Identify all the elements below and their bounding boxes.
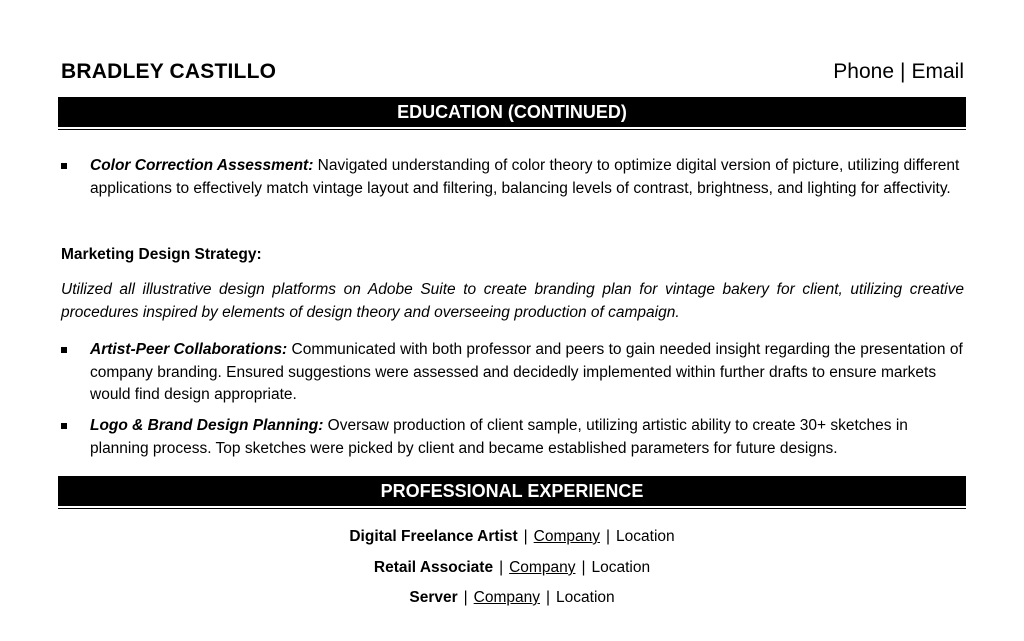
experience-heading-rule <box>58 508 966 509</box>
candidate-name: BRADLEY CASTILLO <box>61 60 277 83</box>
experience-heading: PROFESSIONAL EXPERIENCE <box>58 476 966 506</box>
square-bullet-icon <box>61 423 67 429</box>
job-title: Retail Associate <box>373 559 494 576</box>
square-bullet-icon <box>61 163 67 169</box>
job-company: Company <box>473 589 540 606</box>
list-item <box>61 155 964 200</box>
job-separator: | <box>499 559 504 576</box>
job-separator: | <box>463 589 468 606</box>
job-location: Location <box>556 589 615 606</box>
education-heading-rule <box>58 129 966 130</box>
contact-separator: | <box>900 60 906 83</box>
bullet-lead: Color Correction Assessment: <box>90 157 314 174</box>
job-title: Digital Freelance Artist <box>349 528 518 545</box>
phone-label: Phone <box>833 60 895 83</box>
job-entry <box>0 559 1024 577</box>
job-location: Location <box>591 559 651 576</box>
square-bullet-icon <box>61 347 67 353</box>
contact-info <box>833 60 964 84</box>
bullet-text: Navigated understanding of color theory to optimize digital version of picture, utilizing different applications to effectively match vintage layout and filtering, balancing levels of contrast, brightness, and lighting for affectivity. <box>90 157 960 197</box>
education-heading: EDUCATION (CONTINUED) <box>58 97 966 127</box>
bullet-text: Communicated with both professor and peers to gain needed insight regarding the presentation of company branding. Ensured suggestions were assessed and decidedly implemented within further drafts to ensure markets would find design appropriate. <box>90 341 963 403</box>
list-item <box>61 339 964 407</box>
bullet-lead: Logo & Brand Design Planning: <box>90 417 324 434</box>
project-title: Marketing Design Strategy: <box>61 246 262 263</box>
project-description: Utilized all illustrative design platforms on Adobe Suite to create branding plan for vintage bakery for client, utilizing creative procedures inspired by elements of design theory and overseeing production of campaign. <box>61 281 964 321</box>
bullet-lead: Artist-Peer Collaborations: <box>90 341 288 358</box>
job-separator: | <box>581 559 586 576</box>
bullet-text: Oversaw production of client sample, utilizing artistic ability to create 30+ sketches in planning process. Top sketches were picked by client and became established parameters for future designs. <box>90 417 908 457</box>
job-company: Company <box>533 528 600 545</box>
job-location: Location <box>616 528 675 545</box>
job-company: Company <box>509 559 576 576</box>
list-item <box>61 415 964 460</box>
job-separator: | <box>523 528 528 545</box>
email-label: Email <box>911 60 964 83</box>
job-separator: | <box>606 528 611 545</box>
job-separator: | <box>546 589 551 606</box>
job-title: Server <box>409 589 458 606</box>
job-entry <box>0 528 1024 546</box>
job-entry <box>0 589 1024 607</box>
